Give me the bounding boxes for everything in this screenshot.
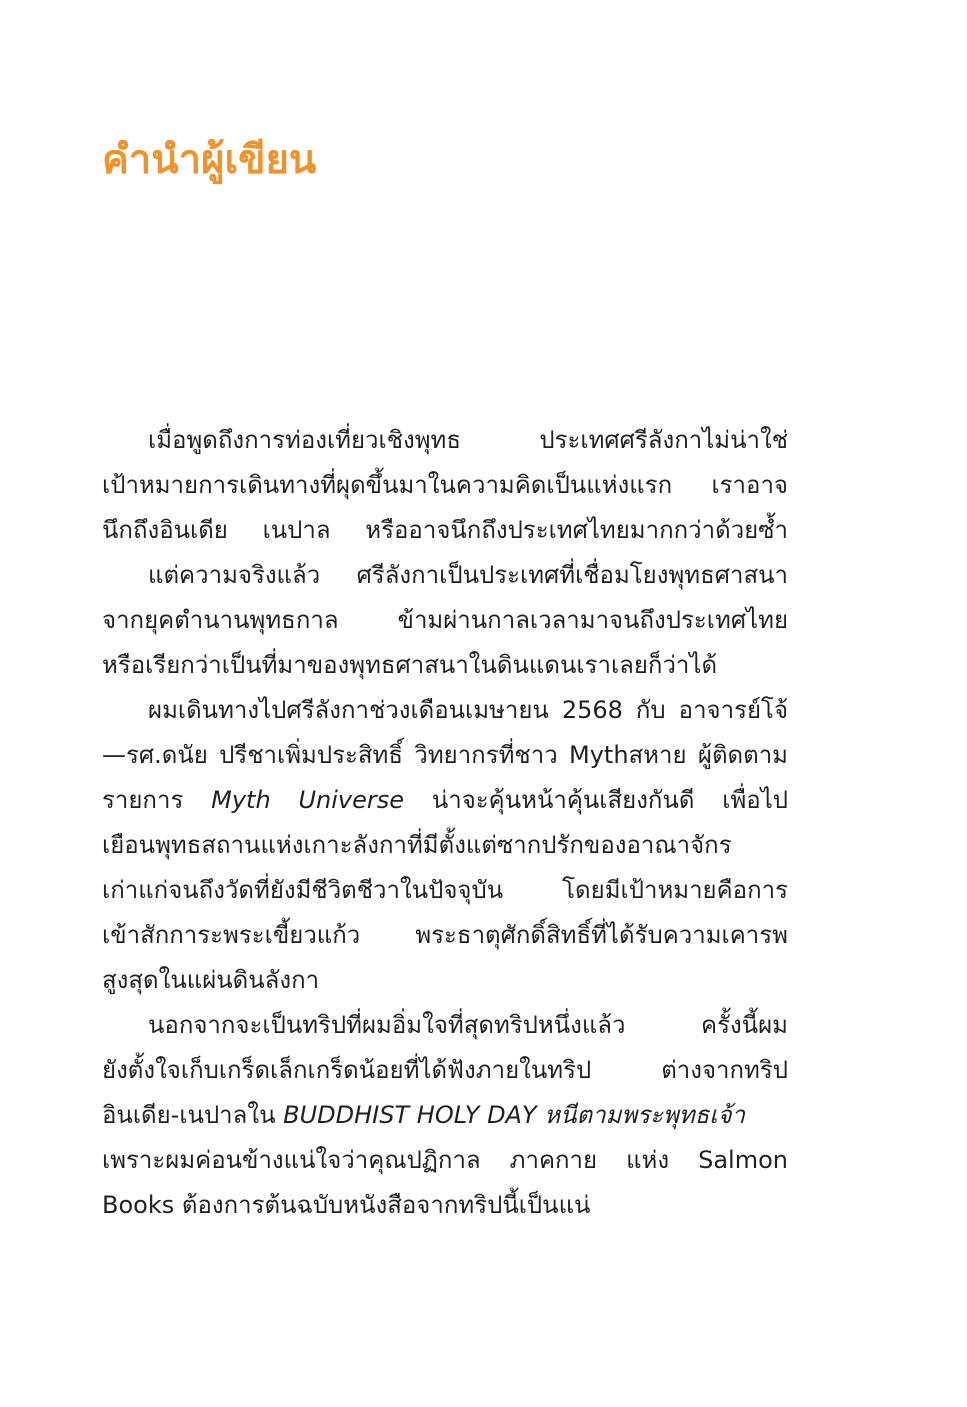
paragraph-4-line-1: นอกจากจะเป็นทริปที่ผมอิ่มใจที่สุดทริปหนึ่งแล้ว ครั้งนี้ผม xyxy=(148,1011,788,1039)
paragraph-1-line-2: เป้าหมายการเดินทางที่ผุดขึ้นมาในความคิดเป็นแห่งแรก เราอาจ xyxy=(102,471,788,499)
paragraph-3-line-3-end: น่าจะคุ้นหน้าคุ้นเสียงกันดี เพื่อไป xyxy=(404,786,788,814)
paragraph-2-line-1: แต่ความจริงแล้ว ศรีลังกาเป็นประเทศที่เชื่อมโยงพุทธศาสนา xyxy=(148,561,788,589)
show-title-myth-universe: Myth Universe xyxy=(211,786,405,814)
preface-body xyxy=(102,418,788,1228)
paragraph-4-line-3 xyxy=(102,1093,788,1138)
paragraph-3-line-4: เยือนพุทธสถานแห่งเกาะลังกาที่มีตั้งแต่ซากปรักของอาณาจักร xyxy=(102,831,732,859)
paragraph-1-line-1: เมื่อพูดถึงการท่องเที่ยวเชิงพุทธ ประเทศศรีลังกาไม่น่าใช่ xyxy=(148,426,788,454)
book-title-buddhist-holy-day: BUDDHIST HOLY DAY หนีตามพระพุทธเจ้า xyxy=(283,1101,745,1129)
paragraph-4-line-5: Books ต้องการต้นฉบับหนังสือจากทริปนี้เป็นแน่ xyxy=(102,1191,591,1219)
paragraph-3-line-7: สูงสุดในแผ่นดินลังกา xyxy=(102,966,320,994)
paragraph-1-line-3: นึกถึงอินเดีย เนปาล หรืออาจนึกถึงประเทศไทยมากกว่าด้วยซ้ำ xyxy=(102,516,788,544)
paragraph-3-line-6: เข้าสักการะพระเขี้ยวแก้ว พระธาตุศักดิ์สิทธิ์ที่ได้รับความเคารพ xyxy=(102,921,788,949)
paragraph-3-line-1: ผมเดินทางไปศรีลังกาช่วงเดือนเมษายน 2568 กับ อาจารย์โจ้ xyxy=(148,696,788,724)
paragraph-4-line-2: ยังตั้งใจเก็บเกร็ดเล็กเกร็ดน้อยที่ได้ฟังภายในทริป ต่างจากทริป xyxy=(102,1056,788,1084)
paragraph-3-line-2: —รศ.ดนัย ปรีชาเพิ่มประสิทธิ์ วิทยากรที่ชาว Mythสหาย ผู้ติดตาม xyxy=(102,741,788,769)
paragraph-3-line-3 xyxy=(102,778,788,823)
page-title: คำนำผู้เขียน xyxy=(102,137,317,183)
paragraph-2-line-3: หรือเรียกว่าเป็นที่มาของพุทธศาสนาในดินแดนเราเลยก็ว่าได้ xyxy=(102,651,718,679)
paragraph-4-line-3-start: อินเดีย-เนปาลใน xyxy=(102,1101,284,1129)
paragraph-2-line-2: จากยุคตำนานพุทธกาล ข้ามผ่านกาลเวลามาจนถึงประเทศไทย xyxy=(102,606,788,634)
paragraph-4-line-4: เพราะผมค่อนข้างแน่ใจว่าคุณปฏิกาล ภาคกาย แห่ง Salmon xyxy=(102,1146,788,1174)
paragraph-3-line-3-start: รายการ xyxy=(102,786,212,814)
paragraph-3-line-5: เก่าแก่จนถึงวัดที่ยังมีชีวิตชีวาในปัจจุบัน โดยมีเป้าหมายคือการ xyxy=(102,876,788,904)
